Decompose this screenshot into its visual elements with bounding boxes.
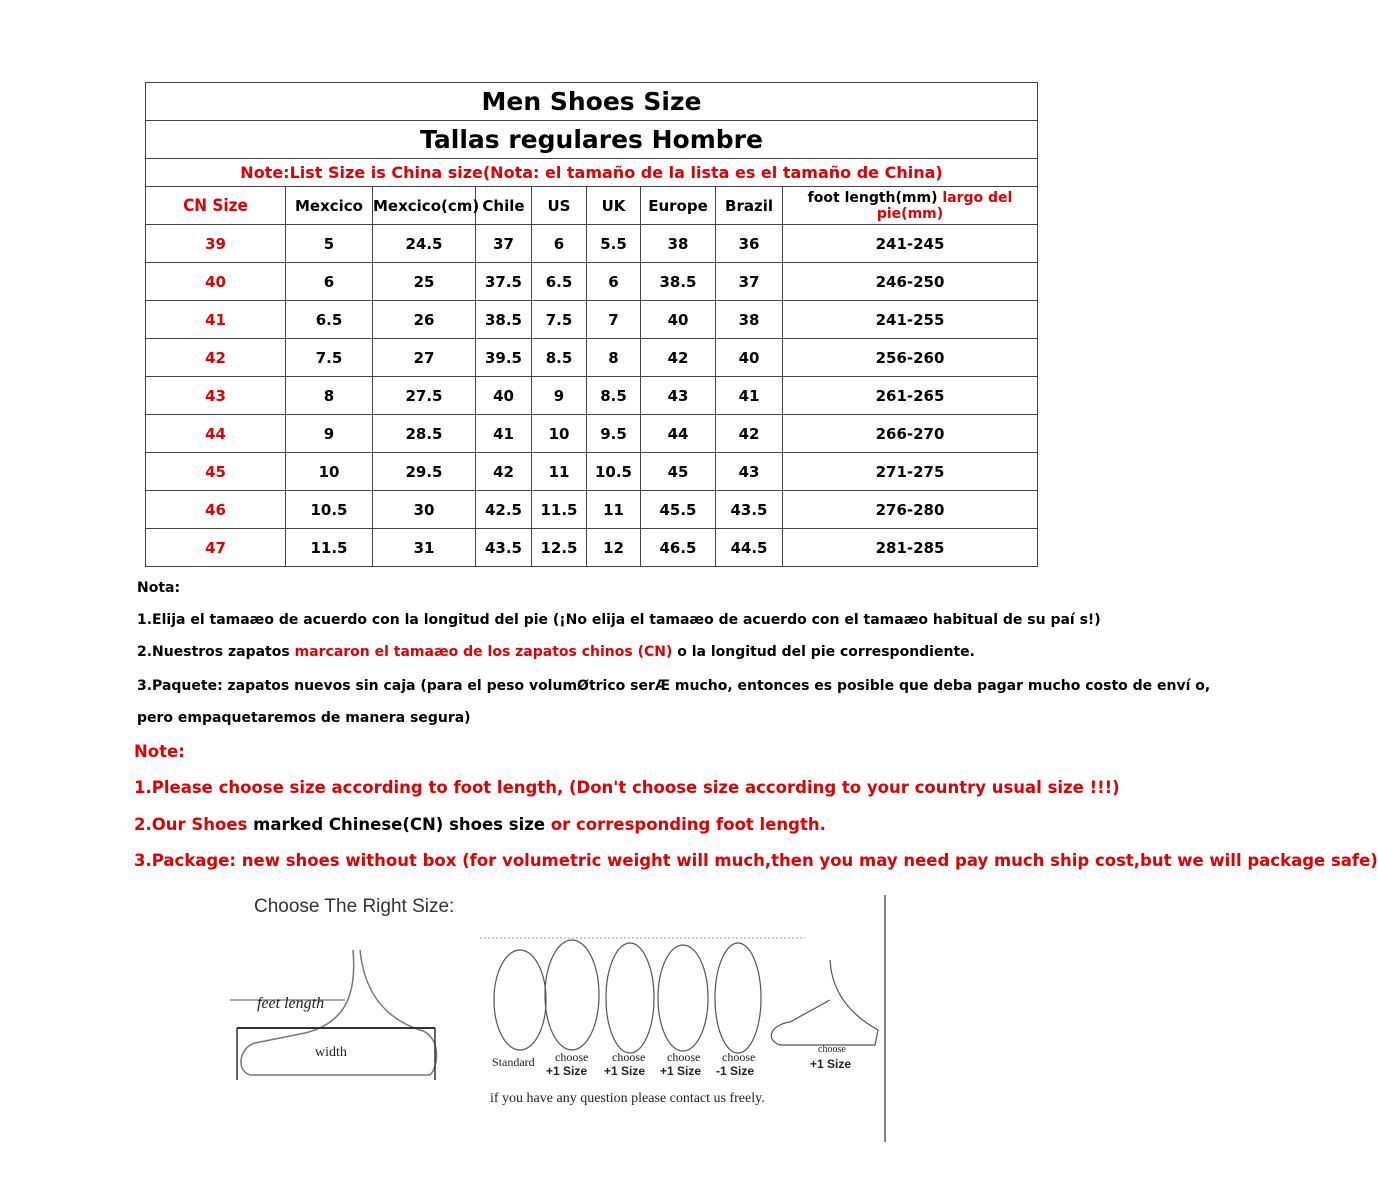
header-brazil: Brazil [716, 187, 783, 225]
nota-line-2a: 2.Nuestros zapatos [137, 644, 295, 660]
note-line-2c: or corresponding foot length. [545, 815, 826, 834]
size-cell: 5.5 [587, 225, 641, 263]
nota-line-2 [137, 644, 975, 660]
header-mexico-cm: Mexcico(cm) [373, 187, 476, 225]
size-cell: 41 [476, 415, 532, 453]
cn-size-cell: 45 [146, 453, 286, 491]
plus1-label-3: +1 Size [660, 1064, 702, 1078]
size-cell: 38 [641, 225, 716, 263]
table-subtitle: Tallas regulares Hombre [146, 121, 1038, 159]
size-cell: 6.5 [532, 263, 587, 301]
note-title: Note: [134, 742, 185, 761]
choose-label-5: choose [818, 1044, 846, 1055]
size-cell: 28.5 [373, 415, 476, 453]
note-line-3: 3.Package: new shoes without box (for volumetric weight will much,then you may need pay much ship cost,but we will package safe) [134, 851, 1378, 870]
table-row [146, 301, 1038, 339]
size-cell: 27.5 [373, 377, 476, 415]
size-cell: 10 [286, 453, 373, 491]
table-row [146, 263, 1038, 301]
size-cell: 43 [641, 377, 716, 415]
table-row [146, 453, 1038, 491]
plus1-label-2: +1 Size [604, 1064, 646, 1078]
size-cell: 241-245 [783, 225, 1038, 263]
size-cell: 9 [286, 415, 373, 453]
size-cell: 31 [373, 529, 476, 567]
size-cell: 39.5 [476, 339, 532, 377]
size-cell: 38 [716, 301, 783, 339]
size-chart-table [145, 82, 1038, 567]
size-cell: 40 [641, 301, 716, 339]
size-cell: 43.5 [476, 529, 532, 567]
header-mexico: Mexcico [286, 187, 373, 225]
size-cell: 11.5 [286, 529, 373, 567]
table-row [146, 415, 1038, 453]
cn-size-cell: 42 [146, 339, 286, 377]
size-cell: 261-265 [783, 377, 1038, 415]
note-line-2b: marked Chinese(CN) shoes size [253, 815, 546, 834]
size-cell: 44 [641, 415, 716, 453]
size-cell: 11 [587, 491, 641, 529]
contact-text: if you have any question please contact us freely. [490, 1091, 765, 1106]
size-cell: 6 [532, 225, 587, 263]
size-cell: 29.5 [373, 453, 476, 491]
size-cell: 10.5 [286, 491, 373, 529]
table-row [146, 225, 1038, 263]
size-cell: 8 [587, 339, 641, 377]
table-row [146, 339, 1038, 377]
guide-title: Choose The Right Size: [254, 896, 455, 917]
size-cell: 46.5 [641, 529, 716, 567]
size-cell: 42 [641, 339, 716, 377]
size-cell: 246-250 [783, 263, 1038, 301]
choose-label-4: choose [722, 1050, 756, 1064]
size-cell: 7.5 [286, 339, 373, 377]
note-line-1: 1.Please choose size according to foot length, (Don't choose size according to your country usual size !!!) [134, 778, 1120, 797]
size-cell: 42 [716, 415, 783, 453]
size-cell: 37 [716, 263, 783, 301]
nota-title: Nota: [137, 580, 181, 596]
table-row [146, 491, 1038, 529]
size-cell: 11.5 [532, 491, 587, 529]
foot-tall-toe-icon [606, 943, 654, 1053]
size-cell: 9.5 [587, 415, 641, 453]
size-cell: 27 [373, 339, 476, 377]
note-line-2 [134, 815, 826, 834]
header-cn-size: CN Size [146, 187, 286, 225]
size-cell: 5 [286, 225, 373, 263]
header-us: US [532, 187, 587, 225]
size-cell: 8.5 [532, 339, 587, 377]
table-row [146, 529, 1038, 567]
size-cell: 10 [532, 415, 587, 453]
standard-label: Standard [492, 1055, 535, 1069]
size-cell: 36 [716, 225, 783, 263]
size-cell: 30 [373, 491, 476, 529]
feet-length-label: feet length [257, 995, 325, 1012]
table-row [146, 377, 1038, 415]
size-cell: 281-285 [783, 529, 1038, 567]
header-chile: Chile [476, 187, 532, 225]
size-cell: 7.5 [532, 301, 587, 339]
size-cell: 42.5 [476, 491, 532, 529]
header-foot-length [783, 187, 1038, 225]
cn-size-cell: 39 [146, 225, 286, 263]
size-cell: 40 [716, 339, 783, 377]
size-cell: 26 [373, 301, 476, 339]
size-cell: 7 [587, 301, 641, 339]
size-cell: 38.5 [641, 263, 716, 301]
cn-size-cell: 41 [146, 301, 286, 339]
header-europe: Europe [641, 187, 716, 225]
foot-arrow-icon [658, 945, 708, 1051]
feet-comparison-illustration [480, 930, 890, 1060]
nota-line-2b: marcaron el tamaæo de los zapatos chinos (CN) [294, 644, 673, 660]
size-cell: 266-270 [783, 415, 1038, 453]
nota-line-4: pero empaquetaremos de manera segura) [137, 710, 471, 726]
nota-line-2c: o la longitud del pie correspondiente. [672, 644, 975, 660]
cn-size-cell: 44 [146, 415, 286, 453]
size-cell: 11 [532, 453, 587, 491]
size-cell: 45.5 [641, 491, 716, 529]
note-line-2a: 2.Our Shoes [134, 815, 254, 834]
foot-narrow-icon [715, 943, 761, 1053]
cn-size-cell: 47 [146, 529, 286, 567]
size-cell: 43.5 [716, 491, 783, 529]
size-cell: 8.5 [587, 377, 641, 415]
size-cell: 41 [716, 377, 783, 415]
foot-high-arch-icon [771, 960, 878, 1045]
size-cell: 43 [716, 453, 783, 491]
size-cell: 8 [286, 377, 373, 415]
cn-size-cell: 46 [146, 491, 286, 529]
header-uk: UK [587, 187, 641, 225]
table-title: Men Shoes Size [146, 83, 1038, 121]
cn-size-cell: 40 [146, 263, 286, 301]
size-cell: 9 [532, 377, 587, 415]
nota-line-3: 3.Paquete: zapatos nuevos sin caja (para el peso volumØtrico serÆ mucho, entonces es posible que deba pagar mucho costo de enví o, [137, 678, 1211, 694]
header-foot-es: largo del pie(mm) [876, 189, 1013, 222]
table-note: Note:List Size is China size(Nota: el tamaño de la lista es el tamaño de China) [146, 159, 1038, 187]
width-label: width [315, 1045, 347, 1060]
size-cell: 10.5 [587, 453, 641, 491]
plus1-label-1: +1 Size [546, 1064, 588, 1078]
choose-label-3: choose [667, 1050, 701, 1064]
size-cell: 6.5 [286, 301, 373, 339]
header-foot-en: foot length(mm) [807, 189, 938, 206]
size-cell: 42 [476, 453, 532, 491]
size-cell: 256-260 [783, 339, 1038, 377]
size-cell: 44.5 [716, 529, 783, 567]
minus1-label: -1 Size [716, 1064, 755, 1078]
size-cell: 6 [587, 263, 641, 301]
size-cell: 38.5 [476, 301, 532, 339]
plus1-label-5: +1 Size [810, 1057, 852, 1071]
size-cell: 37.5 [476, 263, 532, 301]
size-cell: 12.5 [532, 529, 587, 567]
choose-label-2: choose [612, 1050, 646, 1064]
size-cell: 271-275 [783, 453, 1038, 491]
cn-size-cell: 43 [146, 377, 286, 415]
choose-label-1: choose [555, 1050, 589, 1064]
foot-standard-icon [494, 950, 546, 1050]
nota-line-1: 1.Elija el tamaæo de acuerdo con la longitud del pie (¡No elija el tamaæo de acuerdo con el tamaæo habitual de su paí s!) [137, 612, 1101, 628]
size-cell: 276-280 [783, 491, 1038, 529]
size-cell: 45 [641, 453, 716, 491]
size-cell: 6 [286, 263, 373, 301]
foot-wide-icon [545, 940, 599, 1050]
size-cell: 241-255 [783, 301, 1038, 339]
size-cell: 40 [476, 377, 532, 415]
size-cell: 25 [373, 263, 476, 301]
size-cell: 24.5 [373, 225, 476, 263]
size-cell: 37 [476, 225, 532, 263]
size-cell: 12 [587, 529, 641, 567]
